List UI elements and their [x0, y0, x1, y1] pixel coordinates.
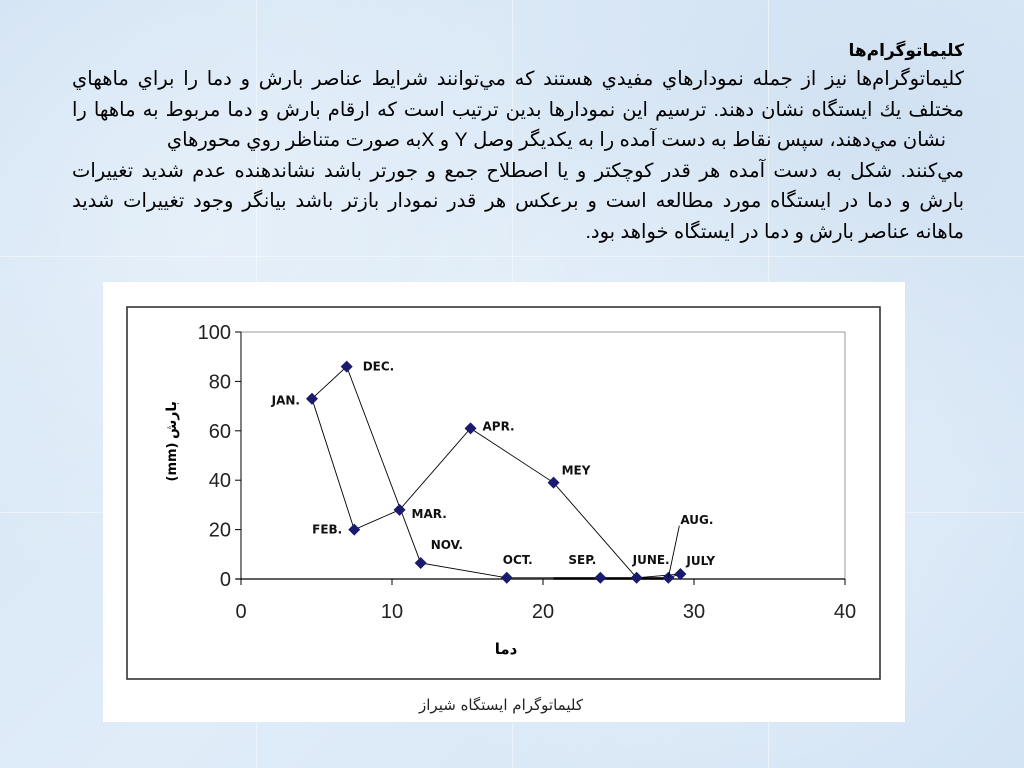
x-tick-label: 10 [380, 601, 404, 623]
paragraph-line: مي‌كنند. شكل به دست آمده هر قدر كوچكتر و يا اصطلاح جمع و جورتر باشد نشاندهنده عدم شديد تغييرات [72, 159, 964, 182]
data-point-marker [594, 572, 606, 584]
series-line [312, 367, 680, 578]
y-tick-label: 60 [208, 420, 231, 443]
y-axis-label-word: بارش [164, 401, 180, 439]
y-tick-label: 80 [208, 371, 231, 394]
slide-heading: كليماتوگرام‌ها [848, 41, 964, 60]
point-labels [271, 360, 716, 578]
paragraph-line: نشان مي‌دهند، سپس نقاط به دست آمده را به يكديگر وصل Y و Xبه صورت متناظر روي محورهاي [166, 129, 946, 151]
data-point-label: FEB. [312, 522, 343, 537]
data-point-marker [348, 524, 360, 536]
x-axis-label: دما [494, 640, 518, 658]
y-tick-label: 40 [208, 470, 231, 493]
y-tick-label: 0 [219, 569, 231, 591]
data-point-label: SEP. [568, 552, 597, 567]
data-point-label: JAN. [271, 393, 300, 408]
data-point-marker [501, 572, 513, 584]
climatogram-chart [103, 282, 905, 722]
data-point-label: JUNE. [632, 552, 670, 567]
slide-text [72, 40, 964, 247]
data-point-label: MEY [561, 463, 591, 478]
paragraph-line: بارش و دما در ايستگاه مورد مطالعه است و برعكس هر قدر نمودار بازتر باشد بيانگر وجود تغييرات شديد [72, 190, 965, 212]
data-point-marker [674, 568, 686, 580]
chart-frame [127, 307, 880, 679]
data-point-label: APR. [482, 419, 515, 434]
data-point-label: NOV. [430, 537, 463, 552]
y-axis-label-unit: (mm) [165, 442, 180, 482]
data-point-label: AUG. [680, 512, 714, 527]
chart-panel [103, 282, 905, 722]
x-tick-label: 0 [235, 601, 247, 623]
series-markers [306, 361, 686, 584]
data-point-marker [415, 557, 427, 569]
paragraph-line: مختلف يك ايستگاه نشان دهند. ترسيم اين نمودارها بدين ترتيب است كه ارقام بارش و دما مربوط به ماهها را [72, 98, 964, 121]
data-point-label: OCT. [502, 552, 533, 567]
y-axis-label-group [164, 401, 180, 481]
y-tick-label: 100 [197, 322, 231, 344]
aug-leader-line [668, 526, 679, 578]
paragraph-line: كليماتوگرام‌ها نيز از جمله نمودارهاي مفيدي هستند كه مي‌توانند شرايط عناصر بارش و دما را براي ماههاي [72, 68, 964, 90]
data-point-label: MAR. [411, 506, 447, 521]
series-lines [312, 367, 680, 579]
paragraph-line: ماهانه عناصر بارش و دما در ايستگاه خواهد بود. [585, 220, 964, 243]
y-tick-label: 20 [208, 519, 231, 542]
x-tick-label: 30 [682, 601, 706, 623]
data-point-label: DEC. [362, 359, 395, 374]
background-tile-seam [0, 256, 1024, 257]
data-point-label: JULY [686, 554, 716, 569]
x-tick-label: 20 [531, 601, 555, 623]
x-tick-label: 40 [833, 601, 857, 623]
chart-title: كليماتوگرام ايستگاه شيراز [419, 696, 583, 714]
